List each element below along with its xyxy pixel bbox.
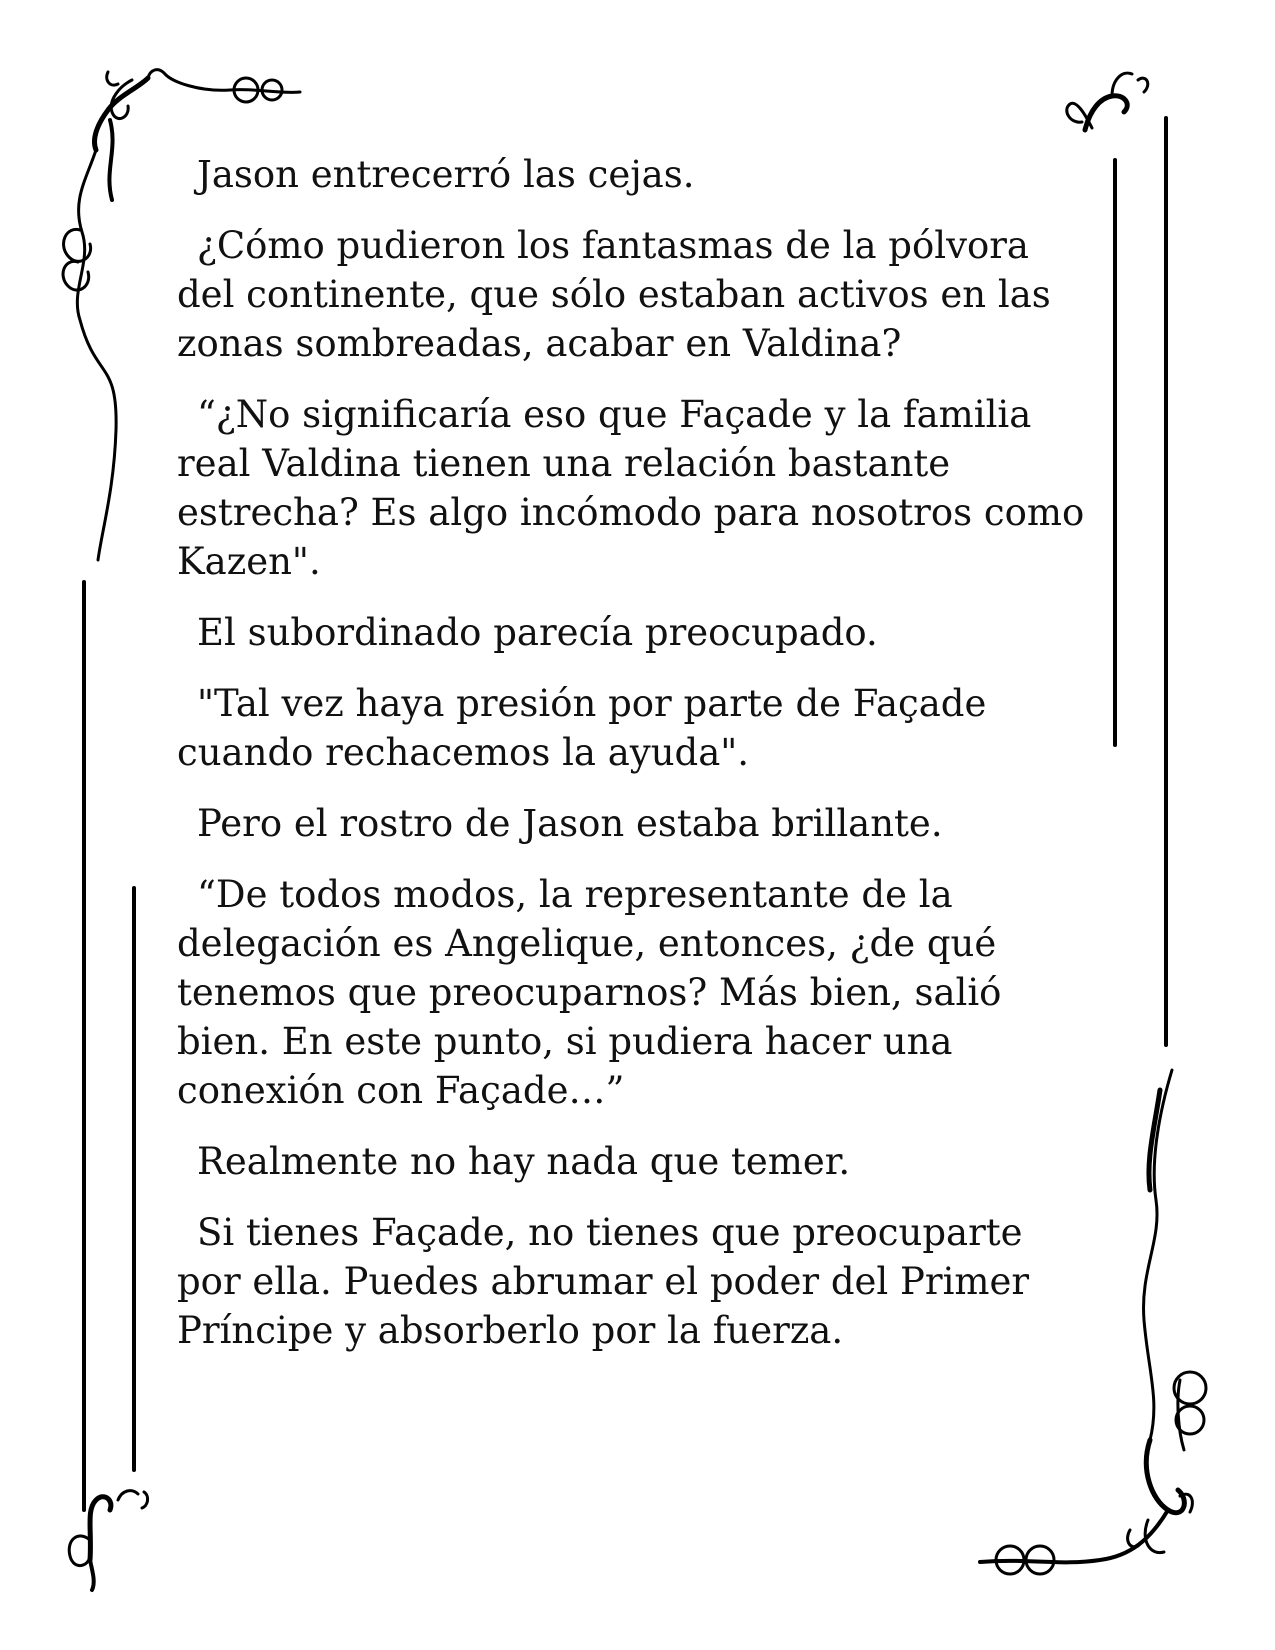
- paragraph: Pero el rostro de Jason estaba brillante.: [197, 802, 943, 845]
- paragraph: Si tienes Façade, no tienes que preocuparte por ella. Puedes abrumar el poder del Primer Príncipe y absorberlo por la fuerza.: [177, 1211, 1030, 1352]
- paragraph: El subordinado parecía preocupado.: [197, 611, 878, 654]
- paragraph: Jason entrecerró las cejas.: [197, 153, 695, 196]
- flourish-bottom-left-icon: [69, 1491, 147, 1590]
- paragraph: ¿Cómo pudieron los fantasmas de la pólvora del continente, que sólo estaban activos en las zonas sombreadas, acabar en Valdina?: [177, 224, 1051, 365]
- paragraph: "Tal vez haya presión por parte de Façade cuando rechacemos la ayuda".: [177, 682, 987, 774]
- paragraph: Realmente no hay nada que temer.: [197, 1140, 851, 1183]
- story-text: [177, 150, 1097, 1377]
- flourish-top-right-icon: [1067, 73, 1148, 130]
- paragraph: “¿No significaría eso que Façade y la familia real Valdina tienen una relación bastante estrecha? Es algo incómodo para nosotros como Kazen".: [177, 393, 1085, 583]
- paragraph: “De todos modos, la representante de la delegación es Angelique, entonces, ¿de qué tenemos que preocuparnos? Más bien, salió bien. En este punto, si pudiera hacer una conexión con Façade…”: [177, 873, 1002, 1112]
